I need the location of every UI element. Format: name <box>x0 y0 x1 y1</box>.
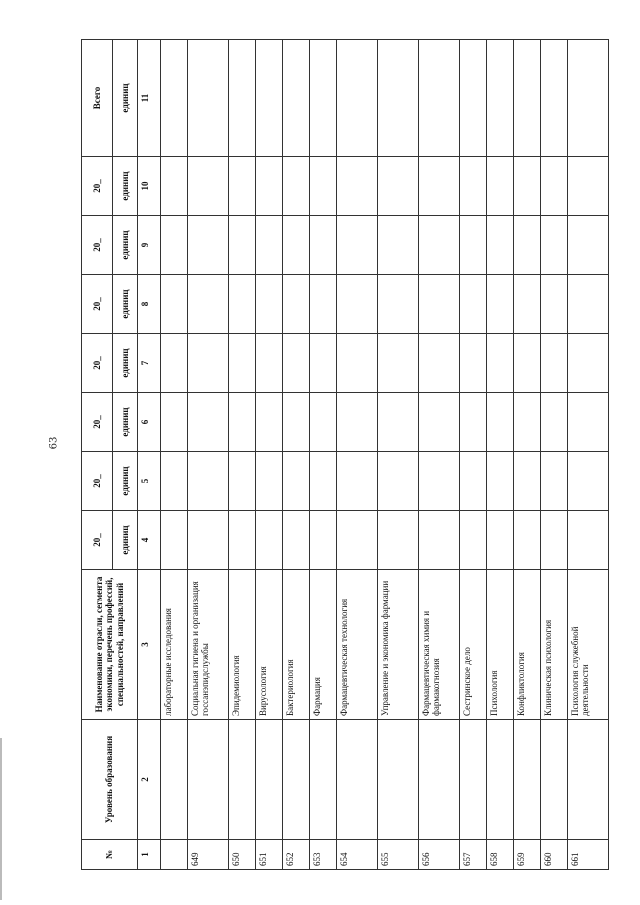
value-cell <box>378 511 419 570</box>
row-level <box>337 720 378 840</box>
table-row <box>419 40 460 870</box>
value-cell <box>378 452 419 511</box>
column-number: 6 <box>138 393 161 452</box>
value-cell <box>460 216 487 275</box>
value-cell <box>310 275 337 334</box>
value-cell <box>541 40 568 157</box>
header-unit: единиц <box>113 275 138 334</box>
row-level <box>283 720 310 840</box>
value-cell <box>229 40 256 157</box>
statistics-table <box>81 39 609 870</box>
row-name: Вирусология <box>256 570 283 720</box>
value-cell <box>337 157 378 216</box>
value-cell <box>310 334 337 393</box>
value-cell <box>487 334 514 393</box>
value-cell <box>256 511 283 570</box>
value-cell <box>310 157 337 216</box>
row-name: лабораторные исследования <box>161 570 188 720</box>
value-cell <box>161 393 188 452</box>
value-cell <box>161 334 188 393</box>
value-cell <box>419 452 460 511</box>
value-cell <box>514 393 541 452</box>
value-cell <box>337 216 378 275</box>
row-level <box>188 720 229 840</box>
value-cell <box>310 40 337 157</box>
row-number: 655 <box>378 840 419 870</box>
row-number: 654 <box>337 840 378 870</box>
value-cell <box>188 511 229 570</box>
value-cell <box>337 452 378 511</box>
table-row <box>256 40 283 870</box>
row-level <box>378 720 419 840</box>
value-cell <box>161 157 188 216</box>
column-number: 10 <box>138 157 161 216</box>
value-cell <box>310 452 337 511</box>
value-cell <box>229 157 256 216</box>
row-name: Социальная гигиена и организация госсанэпидслужбы <box>188 570 229 720</box>
value-cell <box>256 393 283 452</box>
row-level <box>229 720 256 840</box>
value-cell <box>514 216 541 275</box>
row-number: 661 <box>568 840 609 870</box>
value-cell <box>256 40 283 157</box>
table-row <box>514 40 541 870</box>
column-number: 7 <box>138 334 161 393</box>
row-number: 660 <box>541 840 568 870</box>
row-number: 656 <box>419 840 460 870</box>
value-cell <box>541 511 568 570</box>
row-name: Фармация <box>310 570 337 720</box>
row-number: 650 <box>229 840 256 870</box>
header-row <box>82 40 113 870</box>
header-unit: единиц <box>113 157 138 216</box>
header-total: Всего <box>82 40 113 157</box>
value-cell <box>487 511 514 570</box>
header-unit: единиц <box>113 511 138 570</box>
value-cell <box>487 157 514 216</box>
table-row <box>337 40 378 870</box>
value-cell <box>161 216 188 275</box>
table-row <box>378 40 419 870</box>
row-name: Конфликтология <box>514 570 541 720</box>
value-cell <box>283 452 310 511</box>
header-year: 20_ <box>82 275 113 334</box>
value-cell <box>487 275 514 334</box>
value-cell <box>419 511 460 570</box>
column-number: 4 <box>138 511 161 570</box>
table-row <box>161 40 188 870</box>
value-cell <box>514 511 541 570</box>
table-row <box>487 40 514 870</box>
table-body <box>161 40 609 870</box>
row-number: 649 <box>188 840 229 870</box>
value-cell <box>378 393 419 452</box>
value-cell <box>460 511 487 570</box>
table-row <box>310 40 337 870</box>
value-cell <box>337 393 378 452</box>
header-year: 20_ <box>82 334 113 393</box>
value-cell <box>419 40 460 157</box>
row-level <box>568 720 609 840</box>
value-cell <box>378 157 419 216</box>
value-cell <box>229 216 256 275</box>
row-name: Фармацевтическая химия и фармакогнозия <box>419 570 460 720</box>
value-cell <box>568 511 609 570</box>
header-unit: единиц <box>113 216 138 275</box>
value-cell <box>283 40 310 157</box>
table-row <box>188 40 229 870</box>
value-cell <box>541 334 568 393</box>
value-cell <box>460 452 487 511</box>
column-number: 3 <box>138 570 161 720</box>
value-cell <box>419 334 460 393</box>
value-cell <box>188 216 229 275</box>
value-cell <box>541 452 568 511</box>
value-cell <box>460 275 487 334</box>
value-cell <box>460 157 487 216</box>
page-number-text: 63 <box>48 436 60 450</box>
row-name: Психология <box>487 570 514 720</box>
value-cell <box>419 216 460 275</box>
row-level <box>514 720 541 840</box>
value-cell <box>514 452 541 511</box>
value-cell <box>337 40 378 157</box>
value-cell <box>188 275 229 334</box>
value-cell <box>161 511 188 570</box>
row-level <box>541 720 568 840</box>
row-name: Фармацевтическая технология <box>337 570 378 720</box>
row-number: 659 <box>514 840 541 870</box>
value-cell <box>188 452 229 511</box>
value-cell <box>283 216 310 275</box>
value-cell <box>487 216 514 275</box>
header-year: 20_ <box>82 216 113 275</box>
row-level <box>487 720 514 840</box>
value-cell <box>487 40 514 157</box>
column-number: 2 <box>138 720 161 840</box>
header-no: № <box>82 840 138 870</box>
header-year: 20_ <box>82 157 113 216</box>
value-cell <box>229 275 256 334</box>
header-unit: единиц <box>113 40 138 157</box>
header-year: 20_ <box>82 452 113 511</box>
value-cell <box>378 216 419 275</box>
value-cell <box>310 511 337 570</box>
value-cell <box>188 393 229 452</box>
value-cell <box>256 157 283 216</box>
value-cell <box>188 40 229 157</box>
value-cell <box>541 275 568 334</box>
column-numbers-row <box>138 40 161 870</box>
row-name: Психология служебной деятельности <box>568 570 609 720</box>
value-cell <box>487 452 514 511</box>
value-cell <box>188 157 229 216</box>
table-row <box>541 40 568 870</box>
value-cell <box>229 452 256 511</box>
row-number: 657 <box>460 840 487 870</box>
value-cell <box>487 393 514 452</box>
column-number: 11 <box>138 40 161 157</box>
value-cell <box>378 275 419 334</box>
row-number: 651 <box>256 840 283 870</box>
value-cell <box>514 275 541 334</box>
header-year: 20_ <box>82 511 113 570</box>
value-cell <box>378 40 419 157</box>
value-cell <box>541 216 568 275</box>
row-name: Клиническая психология <box>541 570 568 720</box>
value-cell <box>568 334 609 393</box>
value-cell <box>256 216 283 275</box>
value-cell <box>514 40 541 157</box>
value-cell <box>188 334 229 393</box>
value-cell <box>283 275 310 334</box>
row-number: 658 <box>487 840 514 870</box>
value-cell <box>161 40 188 157</box>
rotated-table-wrapper <box>81 40 624 870</box>
value-cell <box>568 157 609 216</box>
header-year: 20_ <box>82 393 113 452</box>
value-cell <box>568 452 609 511</box>
value-cell <box>419 157 460 216</box>
value-cell <box>514 334 541 393</box>
row-name: Бактериология <box>283 570 310 720</box>
value-cell <box>541 157 568 216</box>
table-row <box>460 40 487 870</box>
row-level <box>310 720 337 840</box>
row-level <box>161 720 188 840</box>
column-number: 9 <box>138 216 161 275</box>
value-cell <box>419 393 460 452</box>
column-number: 1 <box>138 840 161 870</box>
table-row <box>229 40 256 870</box>
row-level <box>256 720 283 840</box>
value-cell <box>161 452 188 511</box>
value-cell <box>256 334 283 393</box>
value-cell <box>229 393 256 452</box>
table-row <box>283 40 310 870</box>
value-cell <box>283 393 310 452</box>
header-unit: единиц <box>113 334 138 393</box>
value-cell <box>568 275 609 334</box>
row-number: 653 <box>310 840 337 870</box>
row-name: Управление и экономика фармации <box>378 570 419 720</box>
value-cell <box>229 511 256 570</box>
value-cell <box>460 40 487 157</box>
value-cell <box>337 511 378 570</box>
value-cell <box>310 393 337 452</box>
header-level: Уровень образования <box>82 720 138 840</box>
value-cell <box>568 216 609 275</box>
row-number <box>161 840 188 870</box>
row-name: Сестринское дело <box>460 570 487 720</box>
value-cell <box>514 157 541 216</box>
table-row <box>568 40 609 870</box>
value-cell <box>256 275 283 334</box>
value-cell <box>460 393 487 452</box>
value-cell <box>378 334 419 393</box>
row-level <box>419 720 460 840</box>
value-cell <box>229 334 256 393</box>
value-cell <box>283 334 310 393</box>
page-number <box>46 428 62 458</box>
header-unit: единиц <box>113 452 138 511</box>
value-cell <box>419 275 460 334</box>
header-unit: единиц <box>113 393 138 452</box>
value-cell <box>541 393 568 452</box>
value-cell <box>256 452 283 511</box>
value-cell <box>337 334 378 393</box>
value-cell <box>161 275 188 334</box>
row-number: 652 <box>283 840 310 870</box>
value-cell <box>460 334 487 393</box>
column-number: 5 <box>138 452 161 511</box>
value-cell <box>283 511 310 570</box>
value-cell <box>310 216 337 275</box>
value-cell <box>568 40 609 157</box>
value-cell <box>568 393 609 452</box>
row-name: Эпидемиология <box>229 570 256 720</box>
scan-edge-mark <box>0 738 2 900</box>
value-cell <box>283 157 310 216</box>
row-level <box>460 720 487 840</box>
column-number: 8 <box>138 275 161 334</box>
value-cell <box>337 275 378 334</box>
header-name: Наименование отрасли, сегмента экономики, перечень профессий, специальностей, направлений <box>82 570 138 720</box>
